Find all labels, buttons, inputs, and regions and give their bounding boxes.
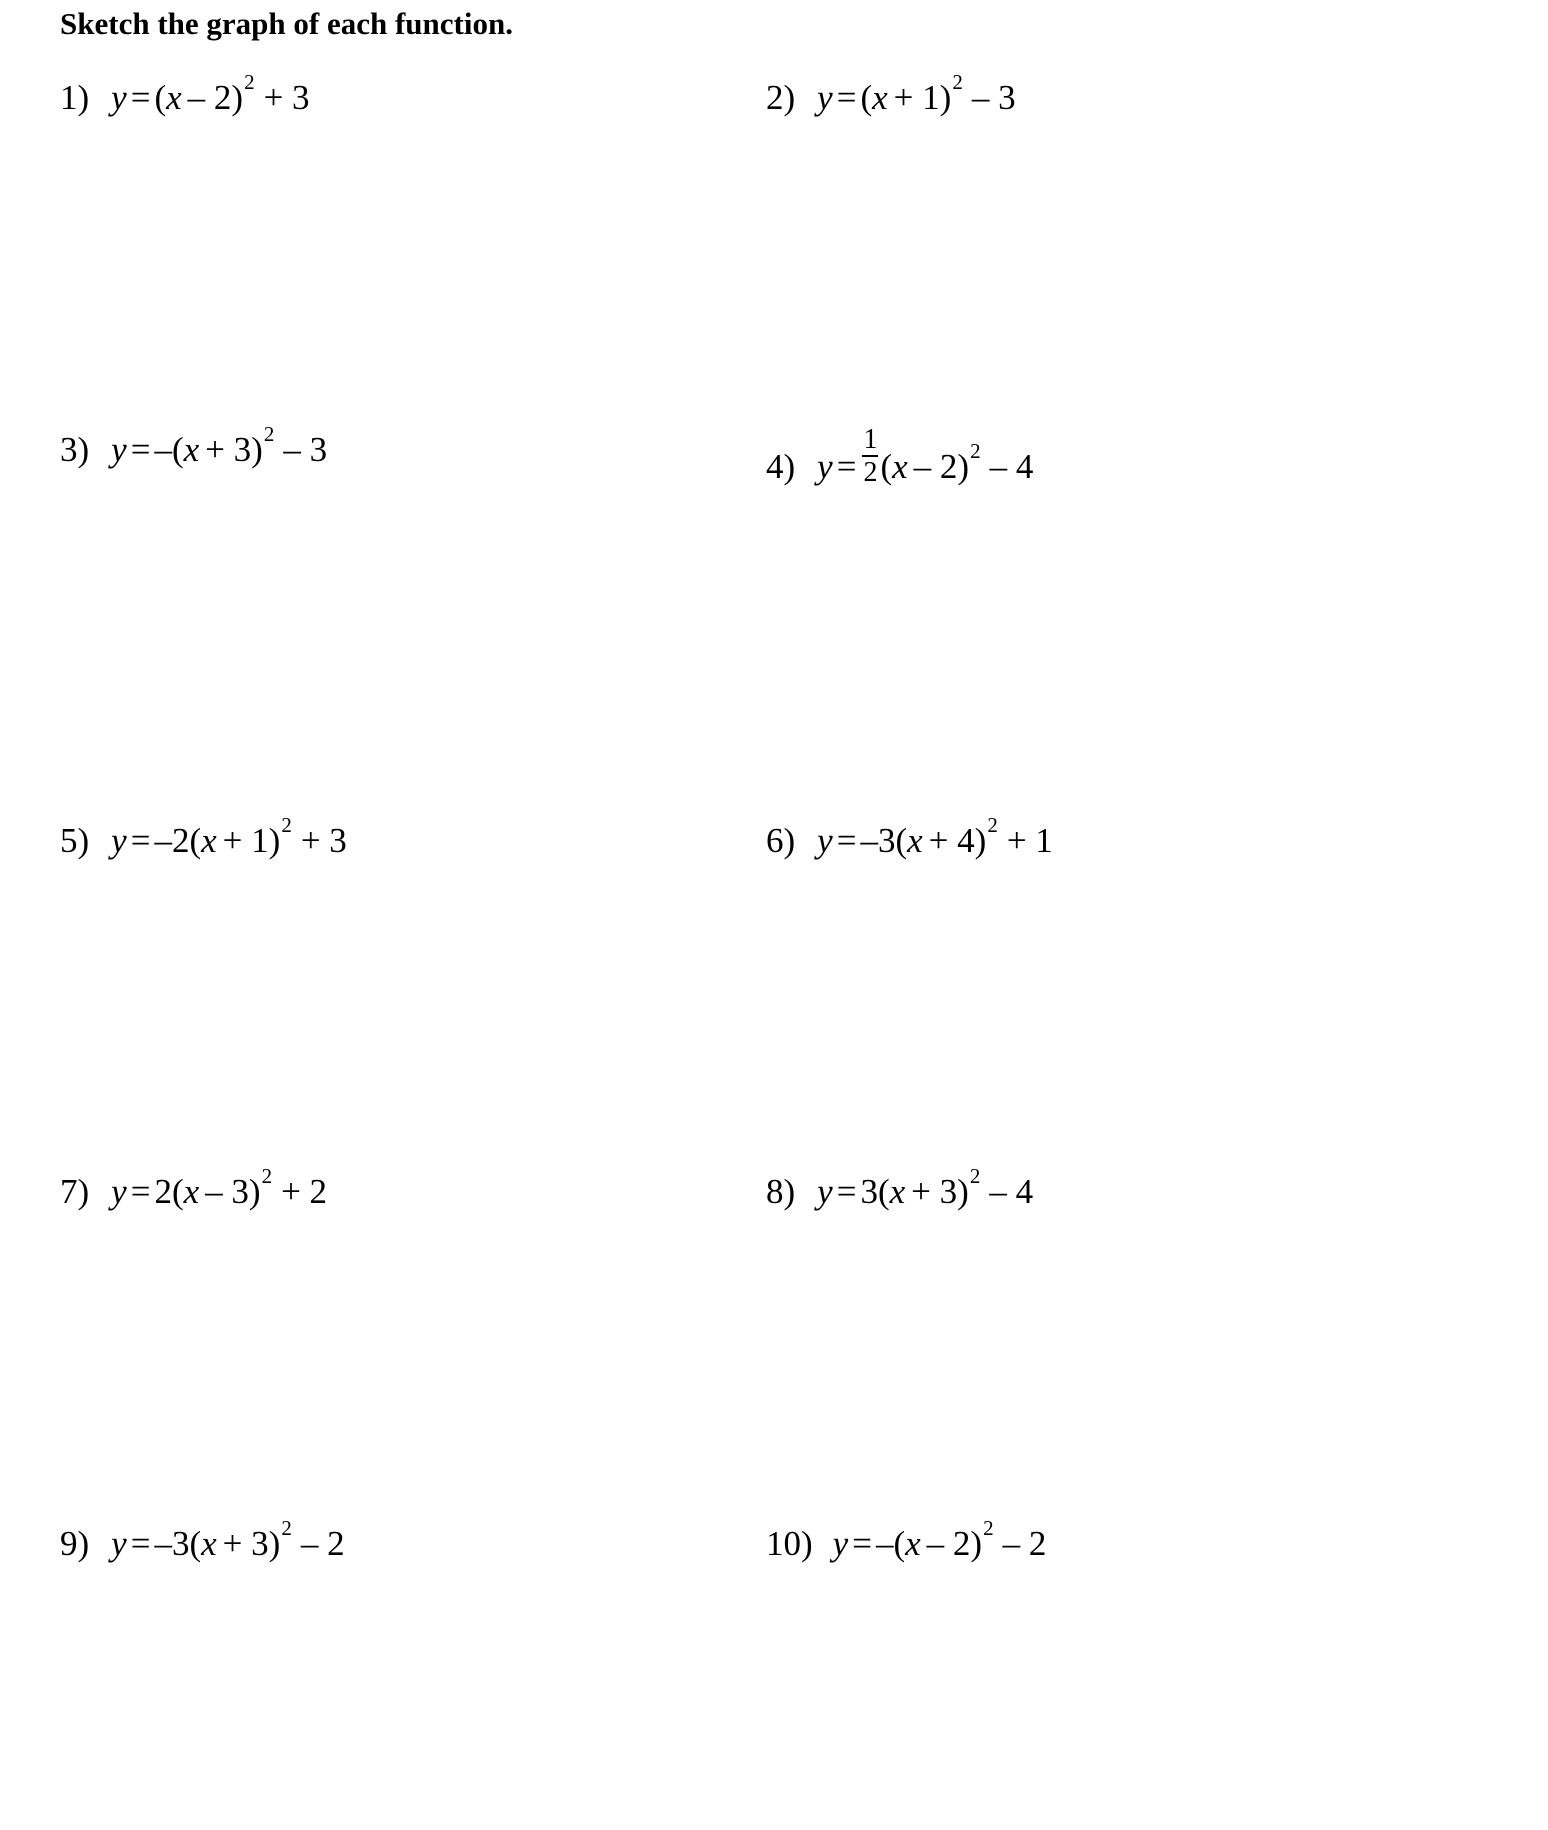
expression-constant: – 3 [971, 78, 1016, 117]
expression-prefix: –( [154, 430, 184, 469]
problem-number: 1) [60, 78, 90, 117]
expression-constant: + 2 [281, 1172, 328, 1211]
problem-number: 7) [60, 1172, 90, 1211]
expression-inner: – 2) [926, 1524, 983, 1563]
problem-3 [60, 422, 328, 469]
expression-constant: – 3 [283, 430, 328, 469]
y-variable: y [111, 1524, 127, 1563]
problem-6 [766, 813, 1053, 860]
expression-constant: + 3 [300, 821, 347, 860]
expression-constant: – 4 [989, 447, 1034, 486]
x-variable: x [201, 821, 217, 860]
exponent: 2 [983, 1516, 994, 1540]
exponent: 2 [244, 70, 255, 94]
equals-sign: = [130, 78, 151, 117]
expression-inner: – 3) [205, 1172, 261, 1211]
problem-1 [60, 70, 310, 117]
expression-inner: + 1) [893, 78, 952, 117]
fraction-numerator: 1 [863, 424, 878, 455]
exponent: 2 [261, 1164, 273, 1188]
expression-constant: – 2 [1002, 1524, 1047, 1563]
y-variable: y [111, 430, 127, 469]
expression-inner: + 1) [222, 821, 281, 860]
expression-prefix: ( [860, 78, 873, 117]
expression-inner: – 2) [187, 78, 244, 117]
expression-inner: – 2) [913, 447, 970, 486]
expression-inner: + 3) [205, 430, 263, 469]
y-variable: y [832, 1524, 849, 1563]
y-variable: y [817, 821, 833, 860]
equals-sign: = [130, 1172, 151, 1211]
x-variable: x [183, 1172, 200, 1211]
problem-number: 4) [766, 447, 796, 486]
x-variable: x [201, 1524, 217, 1563]
instructions-heading: Sketch the graph of each function. [60, 6, 513, 41]
x-variable: x [183, 430, 200, 469]
expression-inner: + 4) [928, 821, 987, 860]
exponent: 2 [987, 813, 998, 837]
y-variable: y [111, 78, 127, 117]
problem-5 [60, 813, 347, 860]
expression-prefix: 2( [154, 1172, 184, 1211]
expression-prefix: –3( [860, 821, 908, 860]
expression-constant: + 3 [263, 78, 310, 117]
y-variable: y [817, 447, 833, 486]
problem-number: 8) [766, 1172, 796, 1211]
problem-number: 3) [60, 430, 90, 469]
x-variable: x [166, 78, 182, 117]
x-variable: x [889, 1172, 906, 1211]
expression-prefix: –( [875, 1524, 906, 1563]
y-variable: y [111, 1172, 127, 1211]
y-variable: y [817, 1172, 833, 1211]
expression-prefix: –3( [154, 1524, 202, 1563]
problem-8 [766, 1164, 1034, 1211]
expression-prefix: 3( [860, 1172, 890, 1211]
expression-constant: + 1 [1006, 821, 1053, 860]
expression-inner: + 3) [911, 1172, 969, 1211]
equals-sign: = [852, 1524, 872, 1563]
equals-sign: = [130, 821, 151, 860]
y-variable: y [817, 78, 833, 117]
y-variable: y [111, 821, 127, 860]
problem-number: 6) [766, 821, 796, 860]
exponent: 2 [952, 70, 963, 94]
problem-number: 9) [60, 1524, 90, 1563]
fraction-denominator: 2 [863, 457, 878, 488]
equals-sign: = [836, 447, 857, 486]
problem-9 [60, 1516, 345, 1563]
problem-7 [60, 1164, 328, 1211]
problem-number: 2) [766, 78, 796, 117]
equals-sign: = [130, 1524, 151, 1563]
problem-number: 5) [60, 821, 90, 860]
expression-inner: + 3) [222, 1524, 281, 1563]
expression-prefix: ( [880, 447, 893, 486]
x-variable: x [872, 78, 888, 117]
expression-constant: – 2 [300, 1524, 345, 1563]
exponent: 2 [969, 1164, 981, 1188]
exponent: 2 [281, 1516, 292, 1540]
exponent: 2 [263, 422, 275, 446]
fraction-coefficient [862, 426, 878, 487]
equals-sign: = [836, 78, 857, 117]
equals-sign: = [836, 821, 857, 860]
problem-10 [766, 1516, 1047, 1563]
problem-2 [766, 70, 1016, 117]
x-variable: x [907, 821, 923, 860]
problem-number: 10) [766, 1524, 813, 1563]
exponent: 2 [970, 439, 981, 463]
expression-constant: – 4 [989, 1172, 1034, 1211]
expression-prefix: –2( [154, 821, 202, 860]
expression-prefix: ( [154, 78, 167, 117]
problem-4 [766, 426, 1033, 487]
equals-sign: = [130, 430, 151, 469]
x-variable: x [892, 447, 908, 486]
x-variable: x [905, 1524, 921, 1563]
exponent: 2 [281, 813, 292, 837]
equals-sign: = [836, 1172, 857, 1211]
